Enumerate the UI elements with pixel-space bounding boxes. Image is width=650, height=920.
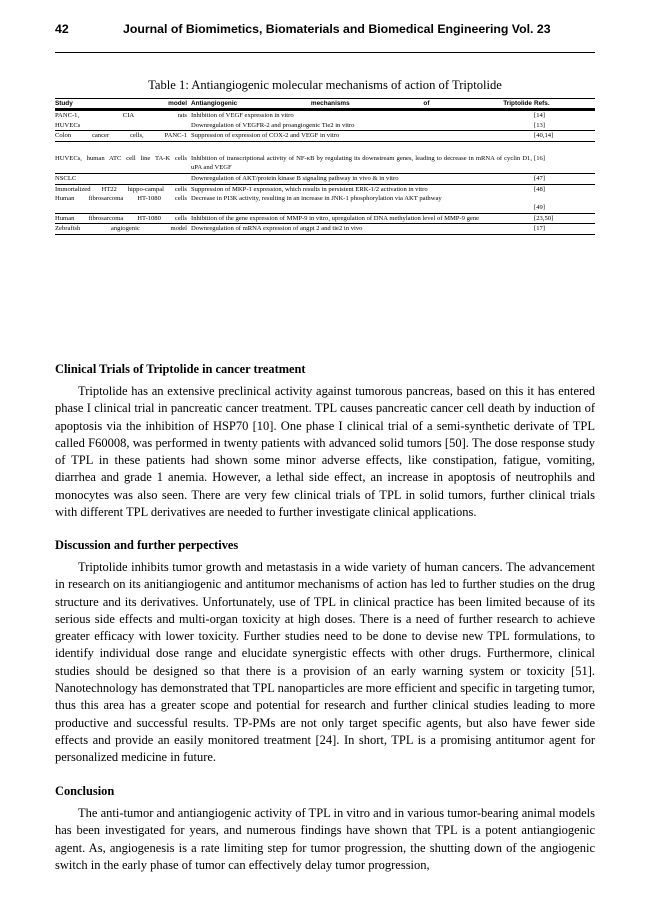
cell-ref-text: [49] bbox=[534, 204, 545, 212]
section-discussion bbox=[55, 538, 595, 767]
table-body bbox=[55, 109, 595, 234]
table-header-row bbox=[55, 99, 595, 109]
table-row bbox=[55, 224, 595, 235]
cell-study-model: Immortalized HT22 hippo-campal cells bbox=[55, 185, 187, 193]
header-divider bbox=[55, 52, 595, 53]
section-heading: Clinical Trials of Triptolide in cancer treatment bbox=[55, 362, 306, 376]
cell-mechanism: Decrease in PI3K activity, resulting in an increase in JNK-1 phosphorylation via AKT pathway bbox=[191, 195, 442, 203]
column-header-mechanisms: Antiangiogenic mechanisms of Triptolide bbox=[191, 100, 532, 107]
section-paragraph: Triptolide inhibits tumor growth and metastasis in a wide variety of human cancers. The advancement in research on its anitiangiogenic and antitumor mechanisms of action has led to further studies on the drug structure and its derivatives. Unfortunately, use of TPL in clinical practice has been limited because of its serious side effects and multi-organ toxicity at high doses. There is a need of further research to achieve greater efficacy with lower toxicity. Further studies need to be done to devise new TPL formulations, to identify individual dose range and elucidate synergistic effects with other drugs. Furthermore, clinical studies should be designed so that there is a provision of an early warning system or toxicity [51]. Nanotechnology has demonstrated that TPL nanoparticles are more efficient and specific in targeting tumor, thus this area has a greater scope and potential for research and further clinical studies leading to more productive and successful results. TP-PMs are not only target specific agents, but also have fewer side effects and provide an easily monitored treatment [24]. In short, TPL is a promising antitumor agent for personalized medicine in future. bbox=[55, 559, 595, 765]
cell-study-model: HUVECs bbox=[55, 121, 81, 129]
table-row bbox=[55, 213, 595, 224]
cell-study-model: Human fibrosarcoma HT-1080 cells bbox=[55, 214, 187, 222]
mechanisms-table bbox=[55, 98, 595, 235]
ref-offset-spacer bbox=[534, 194, 595, 203]
table-row bbox=[55, 184, 595, 194]
table-caption: Table 1: Antiangiogenic molecular mechanisms of action of Triptolide bbox=[148, 78, 502, 92]
section-paragraph: The anti-tumor and antiangiogenic activity of TPL in vitro and in various tumor-bearing animal models has been investigated for years, and numerous findings have shown that TPL is a potent antiangiogenic agent. As, angiogenesis is a rate limiting step for tumor progression, the shutting down of the angiogenic switch in the early phase of tumor can effectively delay tumor progression, bbox=[55, 805, 595, 872]
table-row bbox=[55, 121, 595, 131]
cell-study-model: NSCLC bbox=[55, 175, 77, 183]
cell-mechanism: Inhibition of the gene expression of MMP-9 in vitro, upregulation of DNA methylation level of MMP-9 gene bbox=[191, 214, 480, 222]
table-row bbox=[55, 174, 595, 185]
table-row bbox=[55, 110, 595, 121]
cell-ref: [14] bbox=[534, 112, 545, 120]
table-row bbox=[55, 194, 595, 213]
table-row bbox=[55, 131, 595, 142]
column-header-study-model: Study model bbox=[55, 100, 187, 107]
cell-study-model: HUVECs, human ATC cell line TA-K cells bbox=[55, 154, 187, 162]
cell-study-model: Human fibrosarcoma HT-1080 cells bbox=[55, 195, 187, 203]
section-heading: Conclusion bbox=[55, 784, 115, 798]
cell-ref: [48] bbox=[534, 185, 545, 193]
section-conclusion bbox=[55, 784, 595, 874]
cell-ref: [47] bbox=[534, 175, 545, 183]
section-paragraph: Triptolide has an extensive preclinical activity against tumorous pancreas, based on this it has entered phase I clinical trial in pancreatic cancer treatment. TPL causes pancreatic cancer cell death by induction of apoptosis via the inhibition of HSP70 [10]. One phase I clinical trial of a semi-synthetic derivate of TPL called F60008, was performed in twenty patients with advanced solid tumors [50]. The dose response study of TPL in these patients had shown some minor adverse effects, like constipation, fatigue, vomiting, diarrhea and grade 1 anemia. However, a lethal side effect, an increase in apoptosis of neutrophils and monocytes was also seen. There are very few clinical trials of TPL in solid tumors, further clinical trials with different TPL derivatives are needed to further investigate clinical applications. bbox=[55, 383, 595, 520]
journal-title: Journal of Biomimetics, Biomaterials and Biomedical Engineering Vol. 23 bbox=[123, 22, 551, 36]
page-number: 42 bbox=[55, 22, 69, 36]
mechanisms-table-wrapper bbox=[55, 98, 595, 235]
cell-ref: [16] bbox=[534, 154, 545, 162]
cell-study-model: Colon cancer cells, PANC-1 bbox=[55, 132, 187, 140]
table-header bbox=[55, 99, 595, 109]
cell-mechanism: Downregulation of VEGFR-2 and proangiogenic Tie2 in vitro bbox=[191, 121, 355, 129]
cell-mechanism: Inhibition of transcriptional activity of NF-κB by regulating its downstream genes, leading to decrease in mRNA of cyclin D1, uPA and VEGF bbox=[191, 154, 532, 172]
cell-ref: [17] bbox=[534, 225, 545, 233]
column-header-refs: Refs. bbox=[534, 100, 550, 107]
cell-ref bbox=[532, 194, 595, 213]
running-head bbox=[55, 22, 595, 36]
cell-ref: [13] bbox=[534, 121, 545, 129]
section-heading: Discussion and further perpectives bbox=[55, 538, 239, 552]
cell-mechanism: Downregulation of AKT/protein kinase B signaling pathway in vivo & in vitro bbox=[191, 175, 399, 183]
cell-study-model: PANC-1, CIA rats bbox=[55, 112, 187, 120]
cell-study-model: Zebrafish angiogenic model bbox=[55, 225, 187, 233]
cell-mechanism: Suppression of expression of COX-2 and VEGF in vitro bbox=[191, 132, 340, 140]
cell-mechanism: Downregulation of mRNA expression of angpt 2 and tie2 in vivo bbox=[191, 225, 363, 233]
cell-ref: [40,14] bbox=[534, 132, 554, 140]
cell-mechanism: Suppression of MKP-1 expression, which results in persistent ERK-1/2 activation in vitro bbox=[191, 185, 428, 193]
section-clinical-trials bbox=[55, 362, 595, 521]
cell-ref: [23,50] bbox=[534, 214, 554, 222]
cell-mechanism: Inhibition of VEGF expression in vitro bbox=[191, 112, 294, 120]
table-row bbox=[55, 141, 595, 173]
